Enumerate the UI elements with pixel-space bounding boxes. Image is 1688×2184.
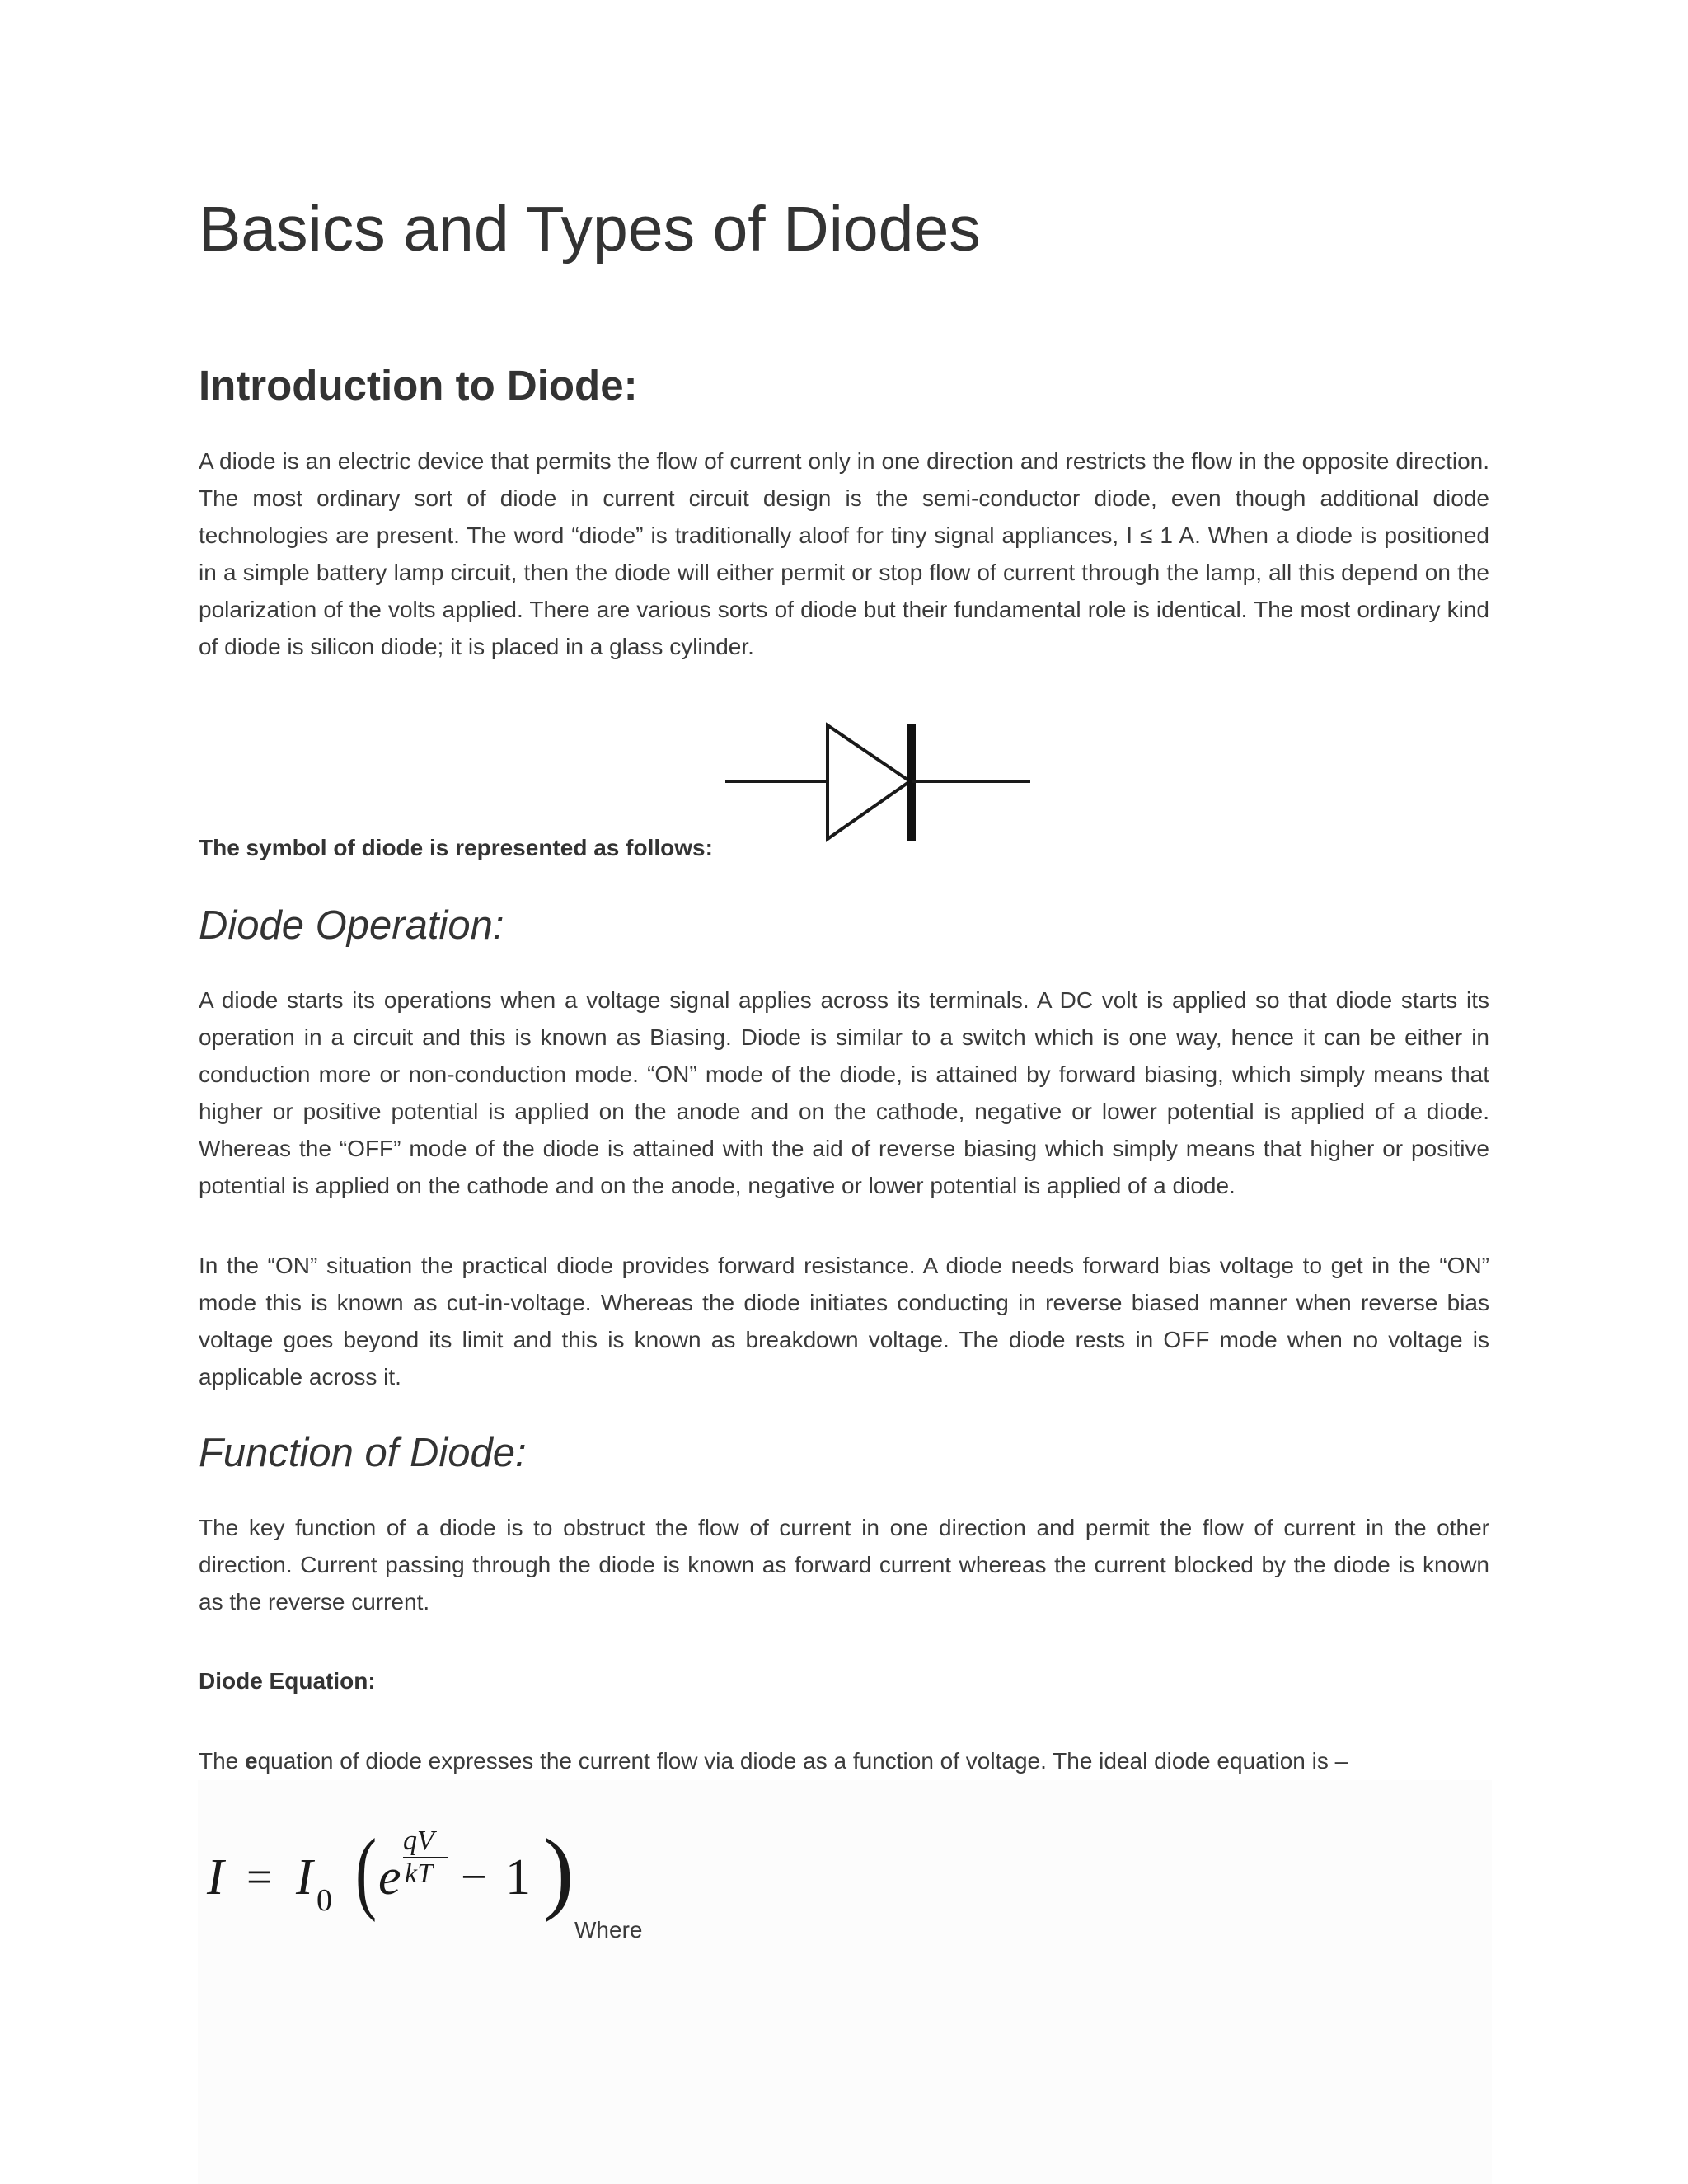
equation-heading: Diode Equation:: [199, 1668, 376, 1694]
svg-text:(: (: [355, 1820, 377, 1923]
equation-intro: The equation of diode expresses the current flow via diode as a function of voltage. The ideal diode equation is –: [199, 1748, 1348, 1774]
diode-symbol-icon: [725, 719, 1032, 842]
svg-text:1: 1: [505, 1849, 531, 1905]
document-title: Basics and Types of Diodes: [199, 194, 981, 265]
svg-text:I: I: [207, 1849, 224, 1905]
function-heading: Function of Diode:: [199, 1431, 527, 1475]
svg-text:=: =: [246, 1852, 273, 1903]
svg-text:qV: qV: [403, 1825, 434, 1856]
svg-text:): ): [543, 1821, 574, 1923]
operation-heading: Diode Operation:: [199, 903, 504, 948]
where-label: Where: [574, 1917, 643, 1943]
svg-text:I: I: [296, 1849, 313, 1905]
intro-paragraph: A diode is an electric device that permits the flow of current only in one direction and restricts the flow in the opposite direction. The most ordinary sort of diode in current circuit design is the semi-conductor diode, even though additional diode technologies are present. The word “diode” is traditionally aloof for tiny signal appliances, I ≤ 1 A. When a diode is positioned in a simple battery lamp circuit, then the diode will either permit or stop flow of current through the lamp, all this depend on the polarization of the volts applied. There are various sorts of diode but their fundamental role is identical. The most ordinary kind of diode is silicon diode; it is placed in a glass cylinder.: [199, 448, 1489, 659]
operation-paragraph-1: A diode starts its operations when a voltage signal applies across its terminals. A DC volt is applied so that diode starts its operation in a circuit and this is known as Biasing. Diode is similar to a switch which is one way, hence it can be either in conduction more or non-conduction mode. “ON” mode of the diode, is attained by forward biasing, which simply means that higher or positive potential is applied on the anode and on the cathode, negative or lower potential is applied of a diode. Whereas the “OFF” mode of the diode is attained with the aid of reverse biasing which simply means that higher or positive potential is applied on the cathode and on the anode, negative or lower potential is applied of a diode.: [199, 987, 1489, 1198]
svg-text:−: −: [461, 1852, 487, 1903]
svg-text:kT: kT: [405, 1858, 433, 1889]
diode-equation-formula: [199, 1813, 578, 1945]
symbol-caption: The symbol of diode is represented as follows:: [199, 835, 713, 860]
intro-heading: Introduction to Diode:: [199, 362, 638, 409]
svg-text:e: e: [378, 1849, 401, 1905]
function-paragraph: The key function of a diode is to obstruct the flow of current in one direction and permit the flow of current in the other direction. Current passing through the diode is known as forward current whereas the current blocked by the diode is known as the reverse current.: [199, 1515, 1489, 1615]
svg-text:0: 0: [316, 1883, 332, 1918]
operation-paragraph-2: In the “ON” situation the practical diode provides forward resistance. A diode needs forward bias voltage to get in the “ON” mode this is known as cut-in-voltage. Whereas the diode initiates conducting in reverse biased manner when reverse bias voltage goes beyond its limit and this is known as breakdown voltage. The diode rests in OFF mode when no voltage is applicable across it.: [199, 1253, 1489, 1390]
